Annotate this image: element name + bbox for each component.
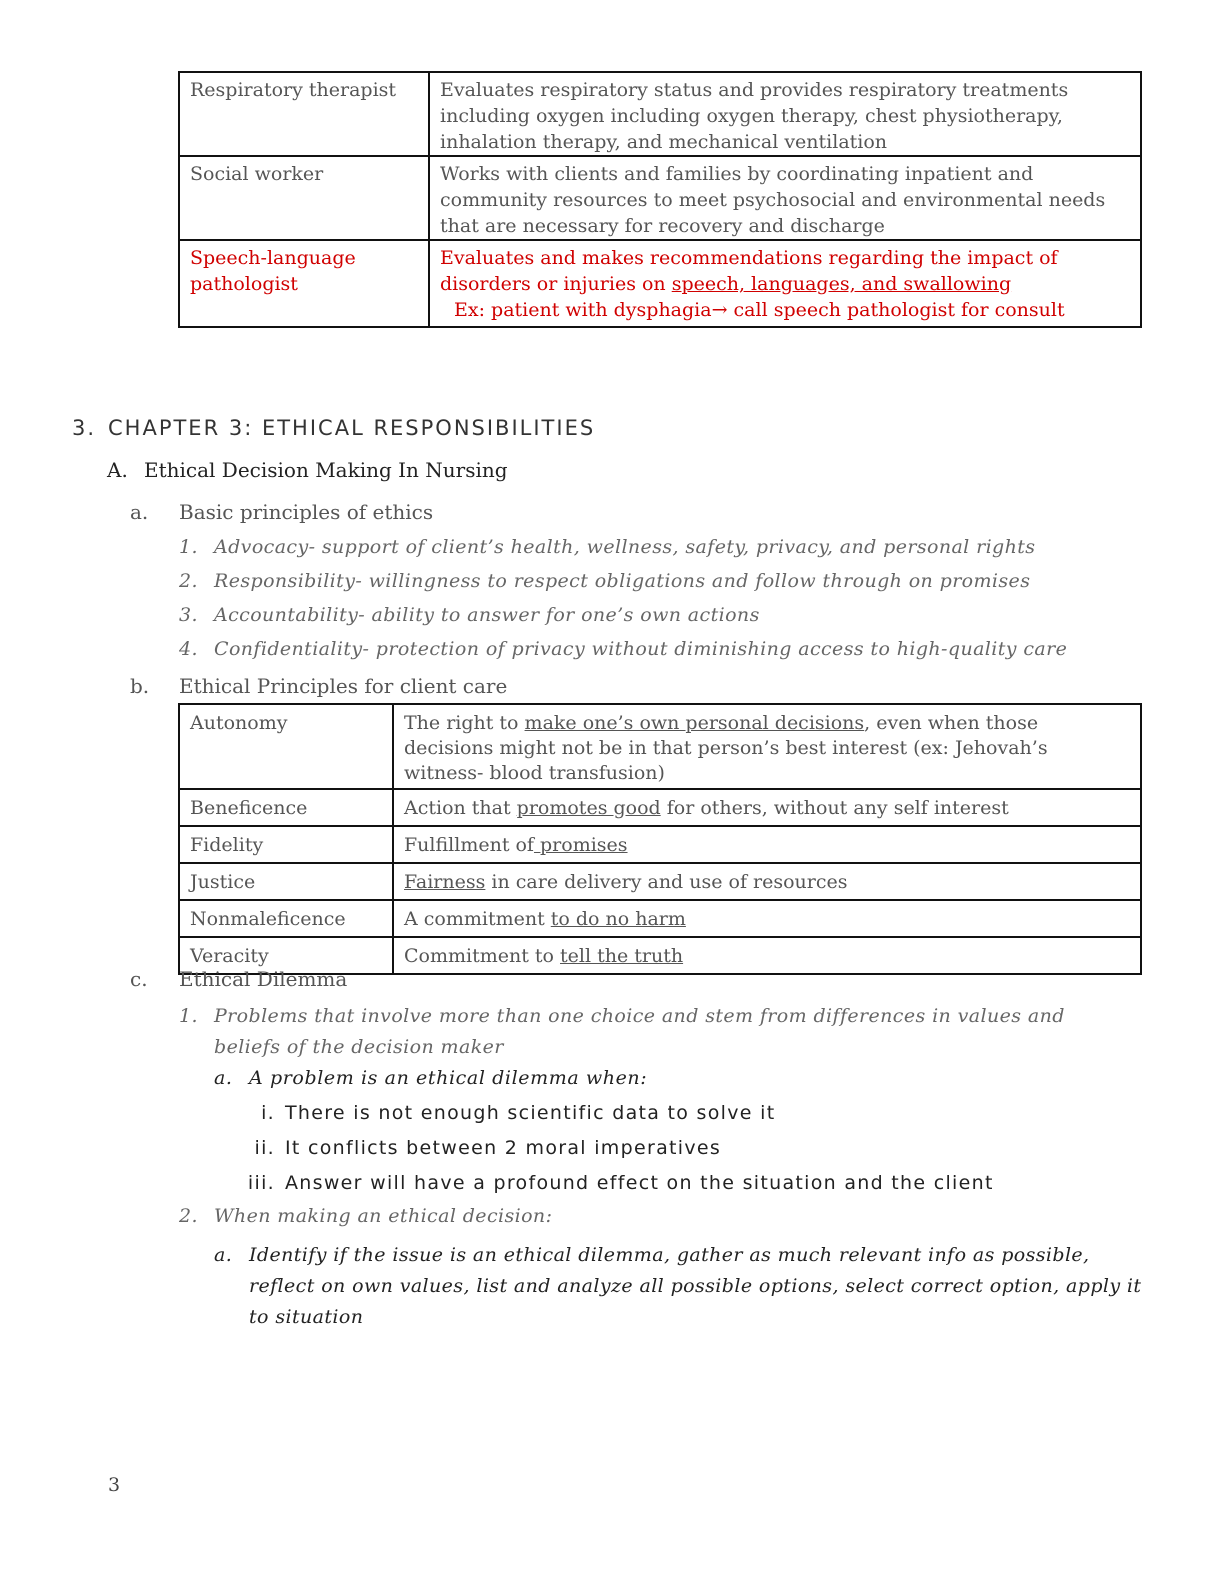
list-marker: 3. xyxy=(179,604,198,626)
list-text: Confidentiality- protection of privacy without diminishing access to high-quality care xyxy=(214,638,1068,660)
table-row xyxy=(179,156,1141,240)
definition-text: Commitment to xyxy=(404,945,561,967)
list-item xyxy=(247,1172,994,1194)
ethics-table xyxy=(178,703,1142,975)
list-item xyxy=(254,1137,722,1159)
ethics-term: Nonmaleficence xyxy=(179,900,393,937)
page-number: 3 xyxy=(108,1474,121,1496)
ethics-term: Beneficence xyxy=(179,789,393,826)
definition-text: A commitment xyxy=(404,908,551,930)
subsection-title: Ethical Principles for client care xyxy=(179,674,508,698)
list-item xyxy=(179,638,1067,660)
chapter-title: CHAPTER 3: ETHICAL RESPONSIBILITIES xyxy=(108,416,596,440)
underlined-text: speech, languages, and swallowing xyxy=(671,273,1012,295)
role-description: Works with clients and families by coordinating inpatient and community resources to meet psychosocial and environmental needs that are necessary for recovery and discharge xyxy=(429,156,1141,240)
list-marker: 4. xyxy=(179,638,198,660)
list-text: When making an ethical decision: xyxy=(214,1205,553,1227)
list-marker: a. xyxy=(214,1067,233,1089)
list-marker: 1. xyxy=(179,536,198,558)
list-item xyxy=(261,1102,776,1124)
list-text: Identify if the issue is an ethical dilemma, gather as much relevant info as possible, reflect on own values, list and analyze all possible options, select correct option, apply it to situation xyxy=(249,1244,1142,1328)
list-text: Answer will have a profound effect on the situation and the client xyxy=(285,1172,994,1194)
list-item xyxy=(214,1067,647,1089)
table-row-highlighted xyxy=(179,240,1141,327)
list-item xyxy=(214,1240,1144,1333)
list-text: Responsibility- willingness to respect obligations and follow through on promises xyxy=(214,570,1031,592)
list-text: It conflicts between 2 moral imperatives xyxy=(285,1137,722,1159)
list-text: Accountability- ability to answer for one’s own actions xyxy=(214,604,760,626)
ethics-term: Fidelity xyxy=(179,826,393,863)
subsection-heading xyxy=(130,967,347,991)
role-cell: Respiratory therapist xyxy=(179,72,429,156)
underlined-text: Fairness xyxy=(404,871,486,893)
role-cell: Social worker xyxy=(179,156,429,240)
role-description: Evaluates respiratory status and provides respiratory treatments including oxygen including oxygen therapy, chest physiotherapy, inhalation therapy, and mechanical ventilation xyxy=(429,72,1141,156)
definition-text: in care delivery and use of resources xyxy=(485,871,848,893)
list-item xyxy=(179,604,760,626)
list-text: There is not enough scientific data to solve it xyxy=(285,1102,776,1124)
subsection-marker: a. xyxy=(130,500,149,524)
table-row xyxy=(179,704,1141,789)
underlined-text: tell the truth xyxy=(560,945,684,967)
list-item xyxy=(179,1001,1129,1063)
list-marker: 1. xyxy=(179,1005,198,1027)
definition-text: The right to xyxy=(404,712,525,734)
definition-text: for others, without any self interest xyxy=(660,797,1009,819)
ethics-term: Autonomy xyxy=(179,704,393,789)
section-marker: A. xyxy=(107,458,128,482)
underlined-text: promotes good xyxy=(516,797,661,819)
ethics-definition xyxy=(393,900,1141,937)
list-marker: ii. xyxy=(254,1137,275,1159)
subsection-marker: c. xyxy=(130,967,148,991)
table-row xyxy=(179,826,1141,863)
ethics-definition xyxy=(393,863,1141,900)
list-marker: 2. xyxy=(179,570,198,592)
list-marker: iii. xyxy=(247,1172,275,1194)
role-description xyxy=(429,240,1141,327)
ethics-definition xyxy=(393,937,1141,974)
underlined-text: promises xyxy=(533,834,628,856)
subsection-heading xyxy=(130,674,507,698)
list-item xyxy=(179,1205,552,1227)
underlined-text: make one’s own personal decisions xyxy=(524,712,865,734)
ethics-definition xyxy=(393,789,1141,826)
description-text: Evaluates and makes recommendations regarding the impact of disorders or injuries on xyxy=(440,247,1058,295)
chapter-number: 3. xyxy=(72,416,97,440)
ethics-definition xyxy=(393,704,1141,789)
definition-text: Action that xyxy=(404,797,517,819)
table-row xyxy=(179,900,1141,937)
list-item xyxy=(179,570,1030,592)
list-marker: a. xyxy=(214,1244,233,1266)
list-text: Advocacy- support of client’s health, wellness, safety, privacy, and personal rights xyxy=(214,536,1036,558)
roles-table xyxy=(178,71,1142,328)
ethics-definition xyxy=(393,826,1141,863)
subsection-marker: b. xyxy=(130,674,150,698)
list-item xyxy=(179,536,1035,558)
section-title: Ethical Decision Making In Nursing xyxy=(144,458,508,482)
ethics-term: Justice xyxy=(179,863,393,900)
list-text: A problem is an ethical dilemma when: xyxy=(249,1067,648,1089)
table-row xyxy=(179,789,1141,826)
section-heading xyxy=(107,458,508,482)
list-marker: 2. xyxy=(179,1205,198,1227)
subsection-heading xyxy=(130,500,433,524)
underlined-text: to do no harm xyxy=(550,908,686,930)
example-text: Ex: patient with dysphagia→ call speech pathologist for consult xyxy=(454,299,1065,321)
table-row xyxy=(179,72,1141,156)
role-cell: Speech-language pathologist xyxy=(179,240,429,327)
subsection-title: Ethical Dilemma xyxy=(179,967,348,991)
table-row xyxy=(179,863,1141,900)
definition-text: , even when those decisions might not be in that person’s best interest (ex: Jehovah’s witness- blood transfusion) xyxy=(404,712,1048,784)
list-marker: i. xyxy=(261,1102,275,1124)
subsection-title: Basic principles of ethics xyxy=(179,500,434,524)
chapter-heading xyxy=(72,416,595,440)
list-text: Problems that involve more than one choice and stem from differences in values and beliefs of the decision maker xyxy=(214,1005,1065,1058)
definition-text: Fulfillment of xyxy=(404,834,534,856)
ethics-term: Veracity xyxy=(179,937,393,974)
